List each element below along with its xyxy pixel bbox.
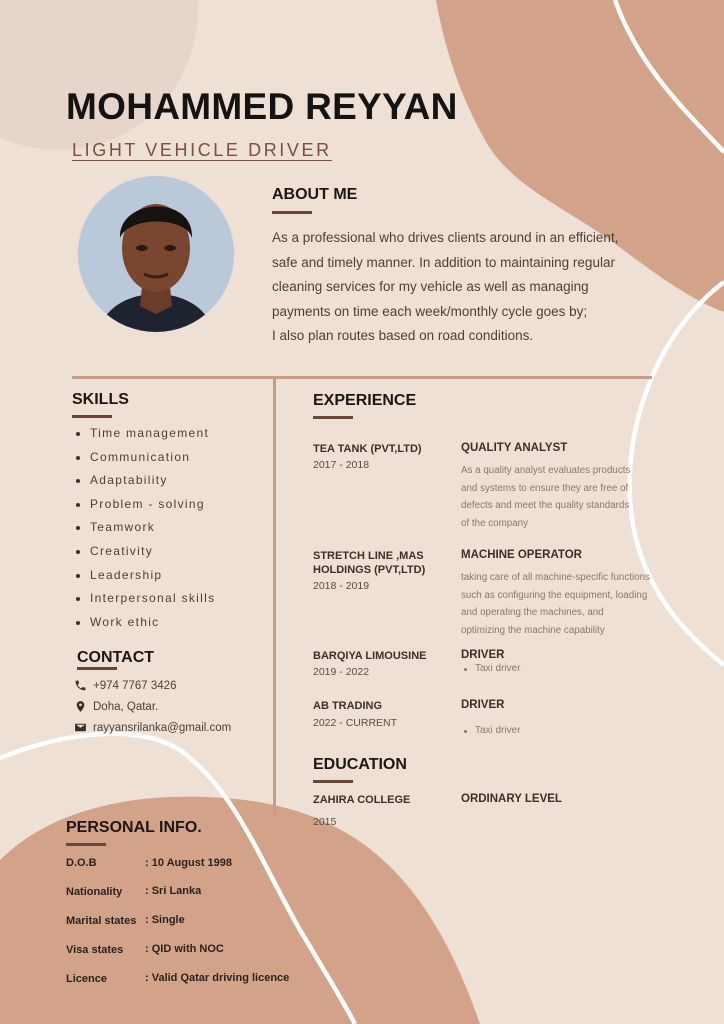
experience-company: BARQIYA LIMOUSINE	[313, 650, 427, 662]
experience-description-line: and systems to ensure they are free of	[461, 482, 629, 494]
visa-label: Visa states	[66, 944, 124, 956]
experience-description-line: optimizing the machine capability	[461, 625, 605, 637]
contact-email[interactable]	[74, 721, 231, 734]
section-divider-vertical	[273, 378, 276, 816]
skill-item: Problem - solving	[72, 497, 215, 521]
experience-years: 2017 - 2018	[313, 459, 370, 471]
skill-item: Creativity	[72, 544, 215, 568]
skills-heading: SKILLS	[72, 391, 129, 408]
about-heading-underline	[272, 211, 312, 214]
phone-icon	[74, 679, 87, 692]
education-year: 2015	[313, 816, 337, 828]
skill-item: Work ethic	[72, 615, 215, 639]
location-pin-icon	[74, 700, 87, 713]
marital-label: Marital states	[66, 915, 137, 927]
experience-bullet: Taxi driver	[461, 663, 724, 674]
experience-title: DRIVER	[461, 649, 505, 661]
about-line: safe and timely manner. In addition to maintaining regular	[272, 254, 615, 270]
education-heading-underline	[313, 780, 353, 783]
contact-email-text[interactable]: rayyansrilanka@gmail.com	[93, 721, 232, 734]
education-level: ORDINARY LEVEL	[461, 793, 562, 805]
experience-heading-underline	[313, 416, 353, 419]
about-line: cleaning services for my vehicle as well as managing	[272, 279, 589, 294]
experience-description	[461, 569, 683, 640]
experience-description-line: As a quality analyst evaluates products	[461, 465, 631, 476]
visa-value: : QID with NOC	[145, 943, 224, 955]
licence-label: Licence	[66, 973, 107, 985]
about-line: I also plan routes based on road conditions.	[272, 328, 534, 343]
nationality-label: Nationality	[66, 886, 123, 898]
about-heading: ABOUT ME	[272, 186, 358, 203]
about-text	[272, 226, 662, 349]
experience-description-line: defects and meet the quality standards	[461, 500, 630, 512]
experience-company: TEA TANK (PVT,LTD)	[313, 443, 422, 455]
experience-title: QUALITY ANALYST	[461, 442, 568, 454]
about-line: payments on time each week/monthly cycle goes by;	[272, 303, 588, 319]
skill-item: Leadership	[72, 568, 215, 592]
skill-item: Communication	[72, 450, 215, 474]
experience-description	[461, 462, 683, 533]
candidate-name: MOHAMMED REYYAN	[66, 86, 458, 127]
personal-info-heading: PERSONAL INFO.	[66, 819, 202, 836]
experience-years: 2019 - 2022	[313, 666, 370, 678]
section-divider-horizontal	[72, 376, 652, 379]
contact-phone	[74, 679, 176, 692]
dob-value: : 10 August 1998	[145, 857, 233, 869]
skills-heading-underline	[72, 415, 112, 418]
skill-item: Adaptability	[72, 473, 215, 497]
experience-company: STRETCH LINE ,MAS HOLDINGS (PVT,LTD)	[313, 550, 426, 576]
nationality-value: : Sri Lanka	[145, 885, 202, 897]
contact-location	[74, 700, 158, 713]
contact-heading: CONTACT	[77, 649, 155, 666]
contact-phone-text: +974 7767 3426	[93, 679, 177, 692]
profile-photo-image	[78, 176, 234, 332]
experience-title: MACHINE OPERATOR	[461, 549, 582, 561]
contact-heading-underline	[77, 667, 117, 670]
skill-item: Teamwork	[72, 520, 215, 544]
skills-list	[72, 426, 215, 638]
profile-photo	[78, 176, 234, 332]
mail-icon	[74, 721, 87, 734]
personal-info-heading-underline	[66, 843, 106, 846]
experience-company: AB TRADING	[313, 700, 383, 712]
experience-description-line: of the company	[461, 518, 528, 530]
experience-bullet: Taxi driver	[461, 725, 724, 736]
experience-years: 2022 - CURRENT	[313, 717, 398, 729]
experience-title: DRIVER	[461, 699, 505, 711]
dob-label: D.O.B	[66, 857, 97, 869]
experience-description-line: and operating the machines, and	[461, 607, 604, 619]
skill-item: Interpersonal skills	[72, 591, 215, 615]
job-title: LIGHT VEHICLE DRIVER	[72, 140, 332, 160]
experience-description-line: such as configuring the equipment, loading	[461, 589, 648, 601]
marital-value: : Single	[145, 914, 185, 926]
experience-description-line: taking care of all machine-specific functions	[461, 572, 650, 583]
education-school: ZAHIRA COLLEGE	[313, 794, 411, 806]
experience-years: 2018 - 2019	[313, 580, 370, 592]
experience-heading: EXPERIENCE	[313, 392, 417, 409]
licence-value: : Valid Qatar driving licence	[145, 972, 290, 984]
education-heading: EDUCATION	[313, 756, 407, 773]
contact-location-text: Doha, Qatar.	[93, 700, 159, 713]
skill-item: Time management	[72, 426, 215, 450]
about-line: As a professional who drives clients around in an efficient,	[272, 230, 619, 245]
